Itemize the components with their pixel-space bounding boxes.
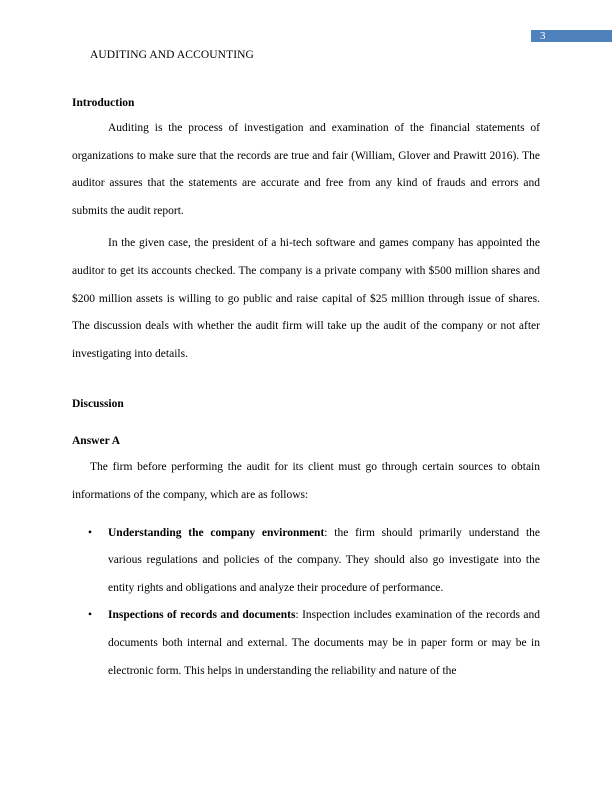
list-item — [72, 520, 540, 603]
answer-a-heading: Answer A — [72, 435, 121, 448]
document-body — [72, 94, 540, 685]
introduction-paragraph-2: In the given case, the president of a hi-tech software and games company has appointed the auditor to get its accounts checked. The company is a private company with $500 million shares and $200 million assets is willing to go public and raise capital of $25 million through issue of shares. The discussion deals with whether the audit firm will take up the audit of the company or not after investigating into details. — [72, 237, 540, 360]
discussion-intro-paragraph: The firm before performing the audit for its client must go through certain sources to obtain informations of the company, which are as follows: — [72, 461, 540, 501]
bullet-icon: • — [88, 609, 93, 622]
page-number-badge: 3 — [531, 30, 612, 42]
list-item-title: Understanding the company environment — [108, 526, 325, 539]
discussion-heading: Discussion — [72, 398, 124, 411]
list-item-text: : the firm should primarily understand the various regulations and policies of the company. They should also go investigate into the entity rights and obligations and analyze their procedure of performance. — [108, 526, 540, 594]
list-item — [72, 602, 540, 685]
list-item-title: Inspections of records and documents — [108, 609, 296, 622]
introduction-heading: Introduction — [72, 97, 135, 109]
running-head: AUDITING AND ACCOUNTING — [90, 49, 254, 61]
list-item-text: : Inspection includes examination of the records and documents both internal and external. The documents may be in paper form or may be in electronic form. This helps in understanding the reliability and nature of the — [108, 609, 541, 677]
introduction-paragraph-1: Auditing is the process of investigation and examination of the financial statements of organizations to make sure that the records are true and fair (William, Glover and Prawitt 2016). The auditor assures that the statements are accurate and free from any kind of frauds and errors and submits the audit report. — [72, 122, 540, 217]
sources-list — [72, 520, 540, 686]
bullet-icon: • — [88, 526, 93, 539]
